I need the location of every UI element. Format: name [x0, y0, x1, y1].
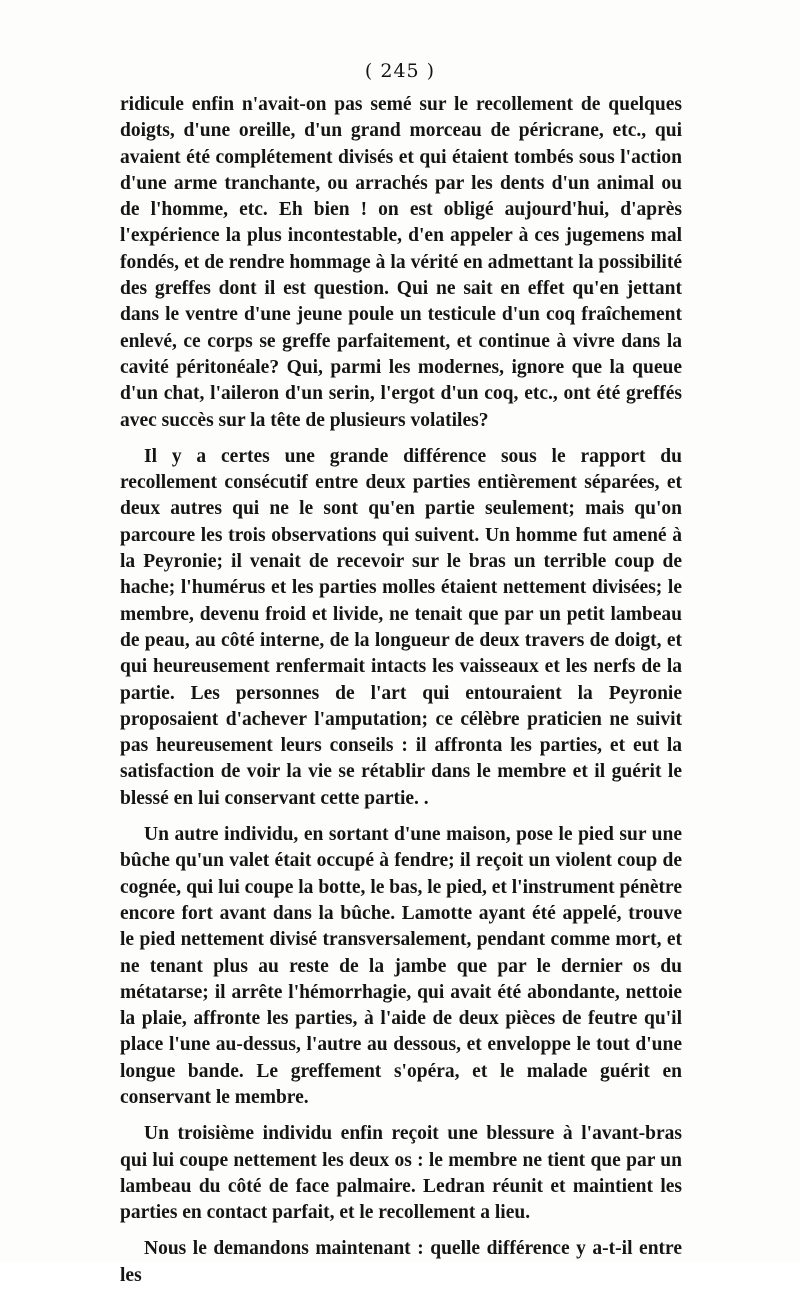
paragraph-question: Nous le demandons maintenant : quelle différence y a-t-il entre les	[120, 1238, 682, 1286]
paragraph-peyronie: Il y a certes une grande différence sous le rapport du recollement consécutif entre deux parties entièrement séparées, et deux autres qui ne le sont qu'en partie seulement; mais qu'on parcoure les trois observations qui suivent. Un homme fut amené à la Peyronie; il venait de recevoir sur le bras un terrible coup de hache; l'humérus et les parties molles étaient nettement divisées; le membre, devenu froid et livide, ne tenait que par un petit lambeau de peau, au côté interne, de la longueur de deux travers de doigt, et qui heureusement renfermait intacts les vaisseaux et les nerfs de la partie. Les personnes de l'art qui entouraient la Peyronie proposaient d'achever l'amputation; ce célèbre praticien ne suivit pas heureusement leurs conseils : il affronta les parties, et eut la satisfaction de voir la vie se rétablir dans le membre et il guérit le blessé en lui conservant cette partie. .	[120, 445, 682, 809]
paragraph-lamotte: Un autre individu, en sortant d'une maison, pose le pied sur une bûche qu'un valet était occupé à fendre; il reçoit un violent coup de cognée, qui lui coupe la botte, le bas, le pied, et l'instrument pénètre encore fort avant dans la bûche. Lamotte ayant été appelé, trouve le pied nettement divisé transversalement, pendant comme mort, et ne tenant plus au reste de la jambe que par le dernier os du métatarse; il arrête l'hémorrhagie, qui avait été abondante, nettoie la plaie, affronte les parties, à l'aide de deux pièces de feutre qu'il place l'une au-dessus, l'autre au dessous, et enveloppe le tout d'une longue bande. Le greffement s'opéra, et le malade guérit en conservant le membre.	[120, 824, 682, 1108]
paragraph-continuation: ridicule enfin n'avait-on pas semé sur le recollement de quelques doigts, d'une oreille, d'un grand morceau de péricrane, etc., qui avaient été complétement divisés et qui étaient tombés sous l'action d'une arme tranchante, ou arrachés par les dents d'un animal ou de l'homme, etc. Eh bien ! on est obligé aujourd'hui, d'après l'expérience la plus incontestable, d'en appeler à ces jugemens mal fondés, et de rendre hommage à la vérité en admettant la possibilité des greffes dont il est question. Qui ne sait en effet qu'en jettant dans le ventre d'une jeune poule un testicule d'un coq fraîchement enlevé, ce corps se greffe parfaitement, et continue à vivre dans la cavité péritonéale? Qui, parmi les modernes, ignore que la queue d'un chat, l'aileron d'un serin, l'ergot d'un coq, etc., ont été greffés avec succès sur la tête de plusieurs volatiles?	[120, 94, 682, 431]
page-number: ( 245 )	[364, 60, 436, 82]
body-text	[120, 92, 682, 1289]
paragraph-ledran: Un troisième individu enfin reçoit une blessure à l'avant-bras qui lui coupe nettement les deux os : le membre ne tient que par un lambeau du côté de face palmaire. Ledran réunit et maintient les parties en contact parfait, et le recollement a lieu.	[120, 1123, 682, 1224]
